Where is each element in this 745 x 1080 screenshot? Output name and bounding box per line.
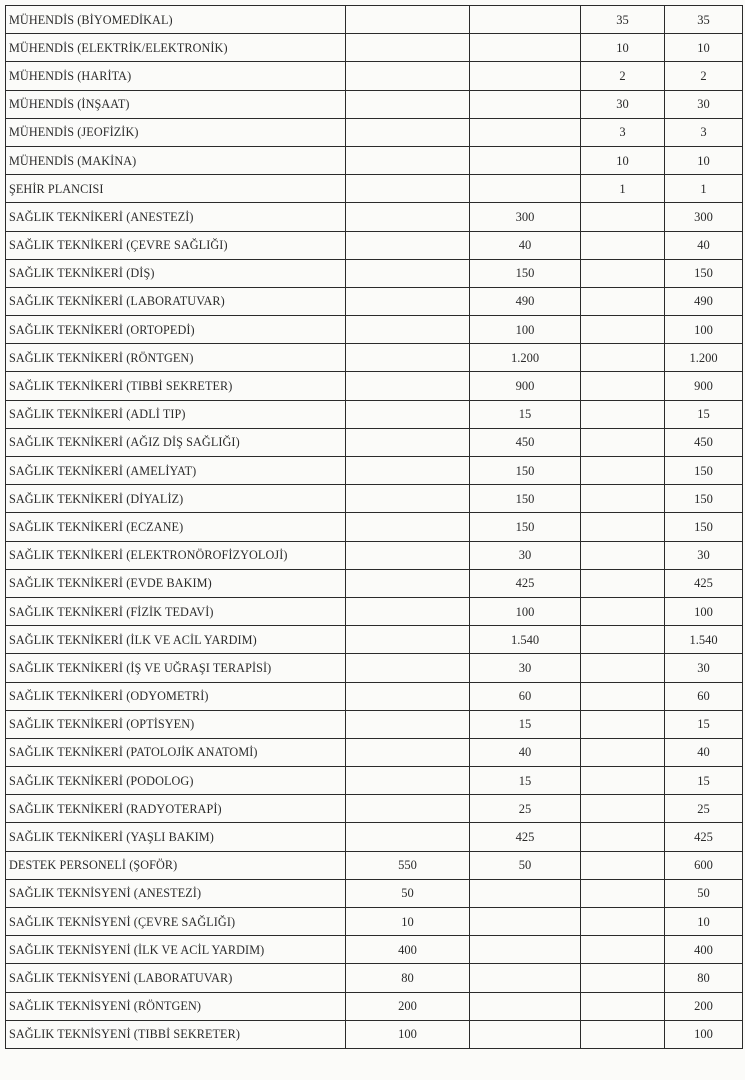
quota-col-c-cell [581, 654, 665, 682]
quota-col-c-cell [581, 767, 665, 795]
quota-col-c-cell [581, 795, 665, 823]
quota-col-b-cell: 150 [470, 513, 581, 541]
table-row [6, 569, 743, 597]
position-title-cell: SAĞLIK TEKNİKERİ (TIBBİ SEKRETER) [6, 372, 346, 400]
quota-col-c-cell [581, 231, 665, 259]
quota-col-b-cell [470, 936, 581, 964]
position-title-cell: SAĞLIK TEKNİKERİ (ECZANE) [6, 513, 346, 541]
quota-col-b-cell [470, 90, 581, 118]
table-row [6, 738, 743, 766]
quota-col-c-cell [581, 513, 665, 541]
quota-total-cell: 900 [665, 372, 743, 400]
quota-total-cell: 30 [665, 90, 743, 118]
quota-col-a-cell [346, 823, 470, 851]
quota-col-c-cell: 1 [581, 175, 665, 203]
table-row [6, 118, 743, 146]
quota-total-cell: 150 [665, 259, 743, 287]
position-title-cell: SAĞLIK TEKNİKERİ (İŞ VE UĞRAŞI TERAPİSİ) [6, 654, 346, 682]
quota-total-cell: 50 [665, 879, 743, 907]
position-title-cell: MÜHENDİS (İNŞAAT) [6, 90, 346, 118]
table-row [6, 1020, 743, 1048]
table-row [6, 823, 743, 851]
quota-col-a-cell [346, 485, 470, 513]
quota-total-cell: 15 [665, 400, 743, 428]
quota-col-a-cell [346, 795, 470, 823]
quota-total-cell: 100 [665, 316, 743, 344]
quota-col-c-cell [581, 1020, 665, 1048]
quota-col-b-cell [470, 992, 581, 1020]
quota-col-a-cell [346, 344, 470, 372]
quota-col-a-cell [346, 682, 470, 710]
quota-col-c-cell [581, 569, 665, 597]
quota-col-c-cell [581, 259, 665, 287]
quota-col-c-cell [581, 992, 665, 1020]
position-title-cell: SAĞLIK TEKNİKERİ (EVDE BAKIM) [6, 569, 346, 597]
table-row [6, 710, 743, 738]
quota-col-b-cell: 1.200 [470, 344, 581, 372]
quota-total-cell: 300 [665, 203, 743, 231]
quota-col-a-cell [346, 6, 470, 34]
quota-total-cell: 15 [665, 767, 743, 795]
quota-col-c-cell [581, 710, 665, 738]
table-row [6, 146, 743, 174]
quota-col-c-cell [581, 936, 665, 964]
table-row [6, 34, 743, 62]
quota-col-a-cell: 50 [346, 879, 470, 907]
position-title-cell: SAĞLIK TEKNİSYENİ (ANESTEZİ) [6, 879, 346, 907]
quota-total-cell: 100 [665, 597, 743, 625]
position-title-cell: SAĞLIK TEKNİSYENİ (İLK VE ACİL YARDIM) [6, 936, 346, 964]
quota-total-cell: 450 [665, 428, 743, 456]
position-title-cell: SAĞLIK TEKNİKERİ (ADLİ TIP) [6, 400, 346, 428]
quota-col-c-cell [581, 400, 665, 428]
position-title-cell: SAĞLIK TEKNİKERİ (AĞIZ DİŞ SAĞLIĞI) [6, 428, 346, 456]
quota-col-a-cell: 80 [346, 964, 470, 992]
quota-col-a-cell [346, 513, 470, 541]
position-title-cell: SAĞLIK TEKNİKERİ (ODYOMETRİ) [6, 682, 346, 710]
table-row [6, 372, 743, 400]
quota-col-b-cell [470, 34, 581, 62]
quota-col-b-cell: 490 [470, 287, 581, 315]
quota-col-b-cell [470, 908, 581, 936]
quota-col-a-cell [346, 62, 470, 90]
quota-col-b-cell: 150 [470, 485, 581, 513]
position-title-cell: SAĞLIK TEKNİKERİ (PODOLOG) [6, 767, 346, 795]
quota-total-cell: 1 [665, 175, 743, 203]
quota-total-cell: 400 [665, 936, 743, 964]
quota-col-a-cell [346, 259, 470, 287]
table-row [6, 541, 743, 569]
quota-total-cell: 15 [665, 710, 743, 738]
quota-col-c-cell [581, 738, 665, 766]
table-row [6, 259, 743, 287]
quota-col-c-cell: 30 [581, 90, 665, 118]
position-title-cell: SAĞLIK TEKNİKERİ (DİYALİZ) [6, 485, 346, 513]
table-row [6, 287, 743, 315]
table-row [6, 964, 743, 992]
quota-col-b-cell: 40 [470, 231, 581, 259]
quota-total-cell: 600 [665, 851, 743, 879]
quota-total-cell: 1.540 [665, 626, 743, 654]
quota-col-c-cell [581, 316, 665, 344]
quota-col-b-cell: 15 [470, 710, 581, 738]
quota-col-a-cell [346, 541, 470, 569]
quota-total-cell: 150 [665, 513, 743, 541]
table-row [6, 457, 743, 485]
position-title-cell: MÜHENDİS (JEOFİZİK) [6, 118, 346, 146]
quota-col-b-cell: 450 [470, 428, 581, 456]
table-body [6, 6, 743, 1049]
position-title-cell: MÜHENDİS (BİYOMEDİKAL) [6, 6, 346, 34]
table-row [6, 513, 743, 541]
quota-total-cell: 425 [665, 823, 743, 851]
position-title-cell: SAĞLIK TEKNİKERİ (DİŞ) [6, 259, 346, 287]
table-row [6, 597, 743, 625]
quota-total-cell: 10 [665, 146, 743, 174]
table-row [6, 992, 743, 1020]
quota-col-c-cell: 35 [581, 6, 665, 34]
quota-total-cell: 80 [665, 964, 743, 992]
quota-col-a-cell: 400 [346, 936, 470, 964]
quota-col-c-cell: 3 [581, 118, 665, 146]
table-row [6, 682, 743, 710]
position-title-cell: SAĞLIK TEKNİKERİ (RADYOTERAPİ) [6, 795, 346, 823]
quota-col-b-cell [470, 118, 581, 146]
quota-col-a-cell [346, 231, 470, 259]
quota-col-a-cell: 10 [346, 908, 470, 936]
quota-col-b-cell: 25 [470, 795, 581, 823]
position-title-cell: MÜHENDİS (MAKİNA) [6, 146, 346, 174]
quota-col-c-cell: 10 [581, 146, 665, 174]
position-title-cell: SAĞLIK TEKNİKERİ (ORTOPEDİ) [6, 316, 346, 344]
position-title-cell: SAĞLIK TEKNİKERİ (ÇEVRE SAĞLIĞI) [6, 231, 346, 259]
quota-total-cell: 40 [665, 738, 743, 766]
table-row [6, 231, 743, 259]
quota-col-c-cell [581, 428, 665, 456]
table-row [6, 936, 743, 964]
quota-col-a-cell [346, 738, 470, 766]
quota-col-b-cell: 15 [470, 400, 581, 428]
quota-col-a-cell [346, 654, 470, 682]
position-title-cell: SAĞLIK TEKNİKERİ (FİZİK TEDAVİ) [6, 597, 346, 625]
table-row [6, 203, 743, 231]
table-row [6, 344, 743, 372]
quota-total-cell: 150 [665, 457, 743, 485]
position-title-cell: MÜHENDİS (HARİTA) [6, 62, 346, 90]
quota-col-a-cell [346, 118, 470, 146]
quota-col-c-cell [581, 203, 665, 231]
quota-col-b-cell [470, 964, 581, 992]
position-title-cell: SAĞLIK TEKNİKERİ (LABORATUVAR) [6, 287, 346, 315]
quota-col-c-cell [581, 682, 665, 710]
quota-col-b-cell: 50 [470, 851, 581, 879]
quota-col-a-cell [346, 569, 470, 597]
position-title-cell: SAĞLIK TEKNİKERİ (ANESTEZİ) [6, 203, 346, 231]
quota-col-a-cell [346, 175, 470, 203]
position-title-cell: DESTEK PERSONELİ (ŞOFÖR) [6, 851, 346, 879]
quota-col-b-cell: 1.540 [470, 626, 581, 654]
position-title-cell: SAĞLIK TEKNİKERİ (AMELİYAT) [6, 457, 346, 485]
table-row [6, 428, 743, 456]
quota-col-a-cell: 200 [346, 992, 470, 1020]
quota-col-b-cell: 30 [470, 541, 581, 569]
quota-total-cell: 30 [665, 541, 743, 569]
table-row [6, 62, 743, 90]
quota-col-a-cell [346, 400, 470, 428]
table-row [6, 654, 743, 682]
quota-col-c-cell [581, 879, 665, 907]
quota-col-a-cell [346, 457, 470, 485]
position-title-cell: ŞEHİR PLANCISI [6, 175, 346, 203]
quota-col-c-cell [581, 908, 665, 936]
quota-col-b-cell [470, 175, 581, 203]
quota-col-a-cell: 550 [346, 851, 470, 879]
position-title-cell: SAĞLIK TEKNİSYENİ (ÇEVRE SAĞLIĞI) [6, 908, 346, 936]
quota-total-cell: 60 [665, 682, 743, 710]
quota-total-cell: 150 [665, 485, 743, 513]
quota-col-c-cell [581, 626, 665, 654]
quota-col-b-cell: 300 [470, 203, 581, 231]
table-row [6, 485, 743, 513]
position-title-cell: SAĞLIK TEKNİSYENİ (TIBBİ SEKRETER) [6, 1020, 346, 1048]
quota-col-a-cell [346, 146, 470, 174]
quota-col-b-cell [470, 6, 581, 34]
table-row [6, 767, 743, 795]
quota-col-b-cell [470, 879, 581, 907]
quota-total-cell: 25 [665, 795, 743, 823]
table-row [6, 851, 743, 879]
quota-col-b-cell: 100 [470, 597, 581, 625]
quota-col-a-cell: 100 [346, 1020, 470, 1048]
quota-col-b-cell: 900 [470, 372, 581, 400]
table-row [6, 90, 743, 118]
position-title-cell: SAĞLIK TEKNİKERİ (ELEKTRONÖROFİZYOLOJİ) [6, 541, 346, 569]
quota-col-c-cell [581, 344, 665, 372]
quota-col-a-cell [346, 767, 470, 795]
table-row [6, 400, 743, 428]
table-row [6, 879, 743, 907]
table-row [6, 908, 743, 936]
position-title-cell: SAĞLIK TEKNİKERİ (YAŞLI BAKIM) [6, 823, 346, 851]
quota-col-a-cell [346, 428, 470, 456]
staffing-quota-table [5, 5, 743, 1049]
quota-col-a-cell [346, 316, 470, 344]
quota-col-b-cell: 150 [470, 457, 581, 485]
quota-col-b-cell: 150 [470, 259, 581, 287]
quota-col-b-cell [470, 62, 581, 90]
quota-col-a-cell [346, 34, 470, 62]
quota-total-cell: 35 [665, 6, 743, 34]
quota-col-b-cell [470, 146, 581, 174]
table-row [6, 316, 743, 344]
quota-col-a-cell [346, 287, 470, 315]
position-title-cell: SAĞLIK TEKNİKERİ (RÖNTGEN) [6, 344, 346, 372]
quota-col-c-cell [581, 457, 665, 485]
quota-total-cell: 1.200 [665, 344, 743, 372]
quota-col-c-cell: 10 [581, 34, 665, 62]
quota-col-c-cell [581, 964, 665, 992]
quota-col-a-cell [346, 710, 470, 738]
quota-col-b-cell: 60 [470, 682, 581, 710]
quota-total-cell: 10 [665, 908, 743, 936]
table-row [6, 626, 743, 654]
position-title-cell: SAĞLIK TEKNİKERİ (PATOLOJİK ANATOMİ) [6, 738, 346, 766]
quota-total-cell: 2 [665, 62, 743, 90]
quota-col-b-cell [470, 1020, 581, 1048]
quota-total-cell: 100 [665, 1020, 743, 1048]
quota-col-b-cell: 425 [470, 569, 581, 597]
quota-col-a-cell [346, 597, 470, 625]
quota-col-c-cell [581, 851, 665, 879]
position-title-cell: SAĞLIK TEKNİKERİ (OPTİSYEN) [6, 710, 346, 738]
quota-col-b-cell: 425 [470, 823, 581, 851]
quota-col-c-cell [581, 541, 665, 569]
quota-total-cell: 425 [665, 569, 743, 597]
quota-col-c-cell: 2 [581, 62, 665, 90]
quota-total-cell: 10 [665, 34, 743, 62]
quota-total-cell: 490 [665, 287, 743, 315]
table-row [6, 795, 743, 823]
quota-col-a-cell [346, 203, 470, 231]
quota-total-cell: 200 [665, 992, 743, 1020]
quota-col-c-cell [581, 372, 665, 400]
table-row [6, 175, 743, 203]
quota-col-b-cell: 30 [470, 654, 581, 682]
quota-col-b-cell: 15 [470, 767, 581, 795]
quota-col-b-cell: 100 [470, 316, 581, 344]
quota-col-c-cell [581, 597, 665, 625]
position-title-cell: SAĞLIK TEKNİKERİ (İLK VE ACİL YARDIM) [6, 626, 346, 654]
quota-col-b-cell: 40 [470, 738, 581, 766]
position-title-cell: MÜHENDİS (ELEKTRİK/ELEKTRONİK) [6, 34, 346, 62]
quota-col-a-cell [346, 90, 470, 118]
quota-col-a-cell [346, 626, 470, 654]
quota-col-c-cell [581, 287, 665, 315]
table-row [6, 6, 743, 34]
quota-col-c-cell [581, 823, 665, 851]
position-title-cell: SAĞLIK TEKNİSYENİ (LABORATUVAR) [6, 964, 346, 992]
quota-col-c-cell [581, 485, 665, 513]
position-title-cell: SAĞLIK TEKNİSYENİ (RÖNTGEN) [6, 992, 346, 1020]
quota-total-cell: 40 [665, 231, 743, 259]
quota-total-cell: 30 [665, 654, 743, 682]
quota-col-a-cell [346, 372, 470, 400]
quota-total-cell: 3 [665, 118, 743, 146]
